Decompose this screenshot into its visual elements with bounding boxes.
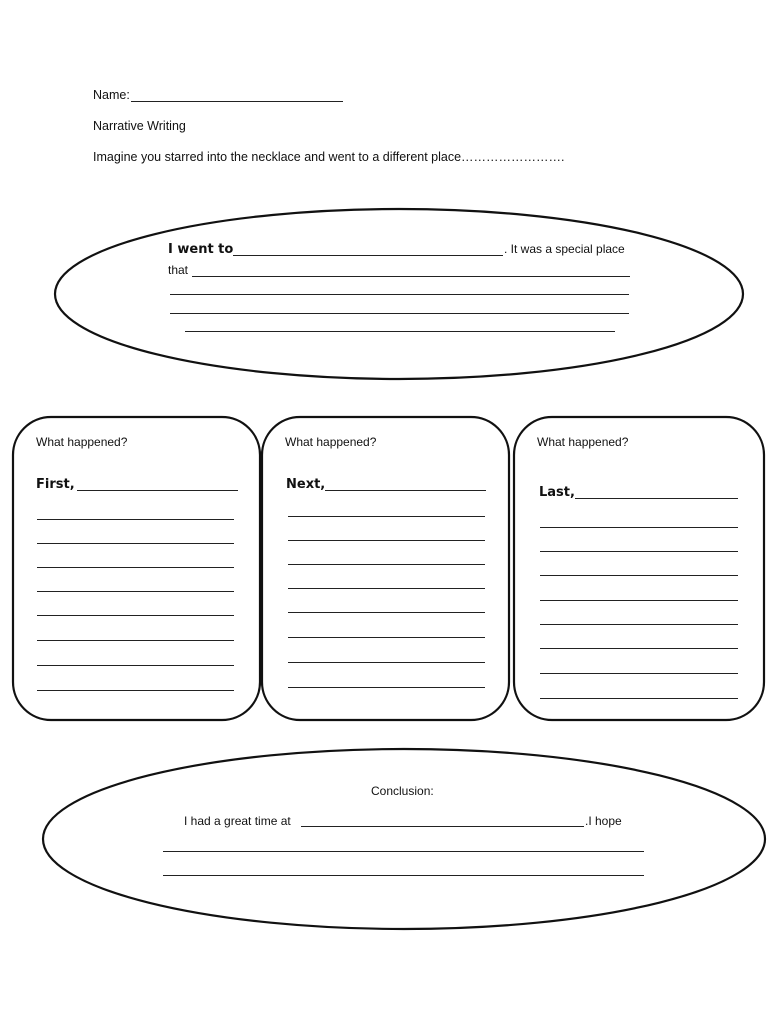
next-blank-head[interactable] <box>325 490 486 491</box>
last-lead: Last, <box>539 485 575 500</box>
intro-line2-lead: that <box>168 263 189 277</box>
last-box <box>514 417 764 720</box>
next-blank[interactable] <box>288 564 485 565</box>
name-label: Name: <box>93 88 130 102</box>
next-blank[interactable] <box>288 588 485 589</box>
next-lead: Next, <box>286 477 326 492</box>
intro-blank-4[interactable] <box>185 331 615 332</box>
next-box <box>262 417 509 720</box>
intro-mid: . It was a special place <box>504 242 625 256</box>
last-blank[interactable] <box>540 551 738 552</box>
next-blank[interactable] <box>288 612 485 613</box>
last-blank[interactable] <box>540 648 738 649</box>
first-question: What happened? <box>36 435 128 449</box>
conclusion-oval <box>43 749 765 929</box>
first-box <box>13 417 260 720</box>
next-blank[interactable] <box>288 540 485 541</box>
writing-prompt: Imagine you starred into the necklace and went to a different place……………………. <box>93 150 565 164</box>
next-question: What happened? <box>285 435 377 449</box>
next-blank[interactable] <box>288 662 485 663</box>
name-blank[interactable] <box>131 101 343 102</box>
first-blank[interactable] <box>37 640 234 641</box>
conclusion-place-blank[interactable] <box>301 826 584 827</box>
intro-blank-2[interactable] <box>170 294 629 295</box>
conclusion-blank-2[interactable] <box>163 875 644 876</box>
conclusion-tail: .I hope <box>585 814 622 828</box>
first-blank[interactable] <box>37 543 234 544</box>
first-blank[interactable] <box>37 690 234 691</box>
last-question: What happened? <box>537 435 629 449</box>
first-blank[interactable] <box>37 519 234 520</box>
next-blank[interactable] <box>288 516 485 517</box>
last-blank[interactable] <box>540 600 738 601</box>
conclusion-lead: I had a great time at <box>184 814 291 828</box>
last-blank[interactable] <box>540 575 738 576</box>
last-blank[interactable] <box>540 698 738 699</box>
worksheet-title: Narrative Writing <box>93 119 186 133</box>
last-blank[interactable] <box>540 624 738 625</box>
intro-blank-3[interactable] <box>170 313 629 314</box>
last-blank[interactable] <box>540 673 738 674</box>
first-blank[interactable] <box>37 665 234 666</box>
first-lead: First, <box>36 477 75 492</box>
last-blank[interactable] <box>540 527 738 528</box>
first-blank[interactable] <box>37 591 234 592</box>
intro-blank-1[interactable] <box>192 276 630 277</box>
next-blank[interactable] <box>288 637 485 638</box>
last-blank-head[interactable] <box>575 498 738 499</box>
conclusion-heading: Conclusion: <box>371 784 434 798</box>
conclusion-blank-1[interactable] <box>163 851 644 852</box>
first-blank[interactable] <box>37 567 234 568</box>
next-blank[interactable] <box>288 687 485 688</box>
first-blank[interactable] <box>37 615 234 616</box>
first-blank-head[interactable] <box>77 490 238 491</box>
intro-place-blank[interactable] <box>233 255 503 256</box>
intro-lead: I went to <box>168 242 234 257</box>
